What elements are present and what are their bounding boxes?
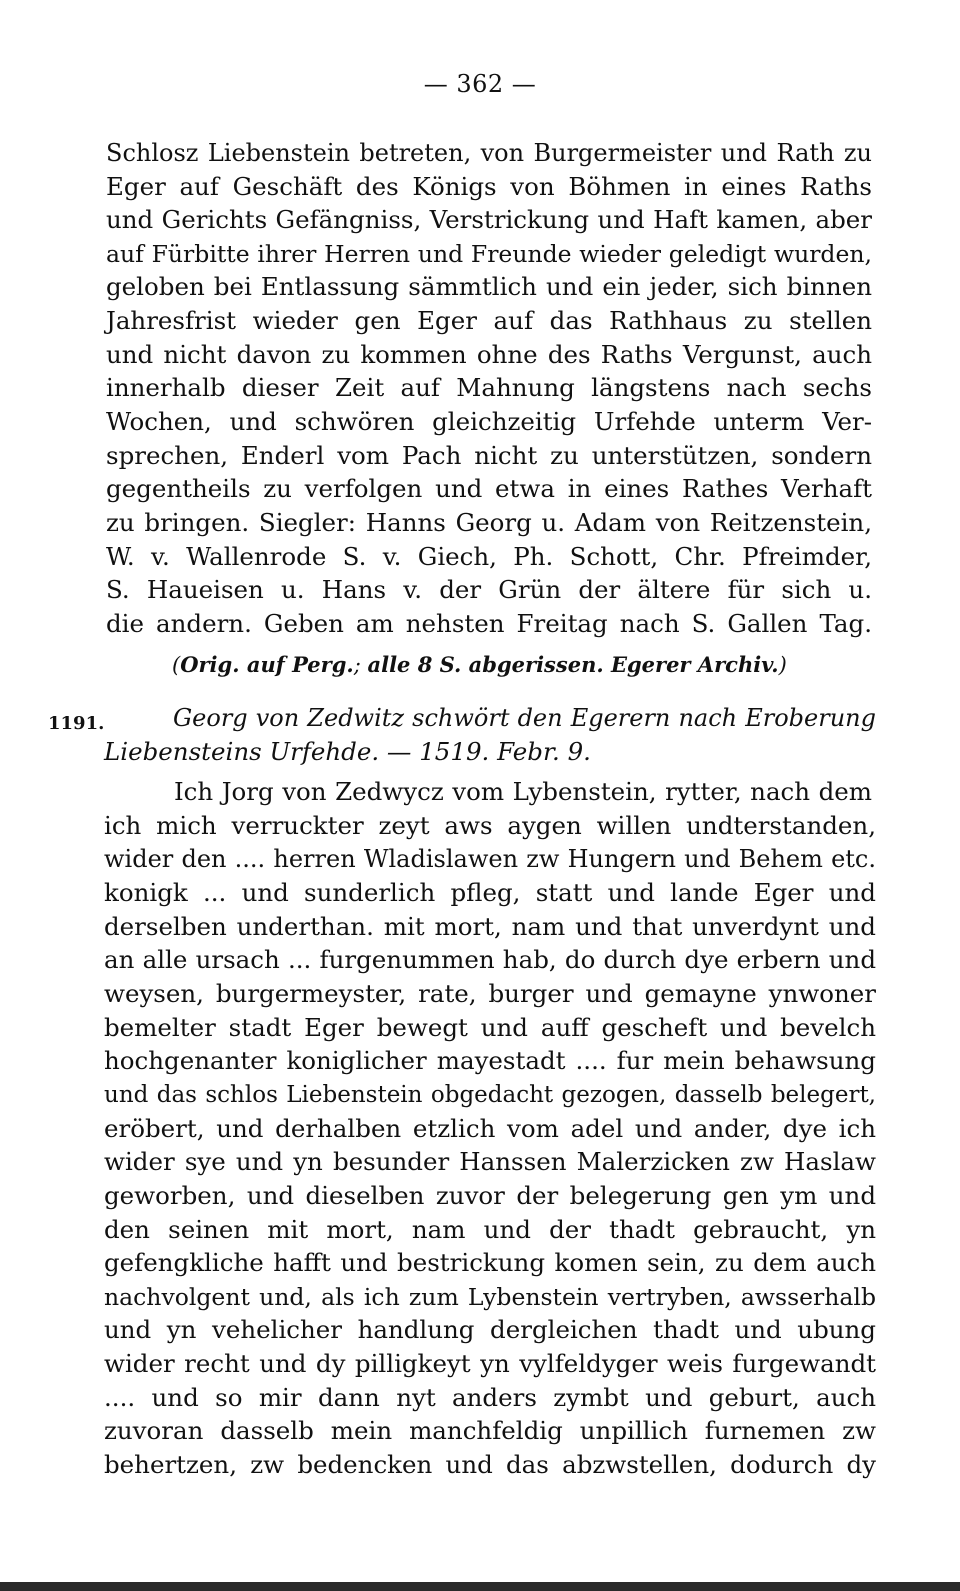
- text-line: gefengkliche hafft und bestrickung komen sein, zu dem auch: [104, 1248, 876, 1277]
- source-note: [172, 652, 787, 677]
- text-line: W. v. Wallenrode S. v. Giech, Ph. Schott, Chr. Pfreimder,: [106, 542, 872, 571]
- text-line: wider sye und yn besunder Hanssen Malerzicken zw Haslaw: [104, 1147, 876, 1176]
- entry-heading-line: Georg von Zedwitz schwört den Egerern nach Eroberung: [173, 704, 876, 732]
- text-line: zuvoran dasselb mein manchfeldig unpillich furnemen zw: [104, 1416, 876, 1445]
- text-line: konigk ... und sunderlich pfleg, statt und lande Eger und: [104, 878, 876, 907]
- text-line: weysen, burgermeyster, rate, burger und gemayne ynwoner: [104, 979, 876, 1008]
- text-line: Jahresfrist wieder gen Eger auf das Rathhaus zu stellen: [106, 306, 872, 335]
- text-line: wider recht und dy pilligkeyt yn vylfeldyger weis furgewandt: [104, 1349, 876, 1378]
- text-line: eröbert, und derhalben etzlich vom adel und ander, dye ich: [104, 1114, 876, 1143]
- text-line: behertzen, zw bedencken und das abzwstellen, dodurch dy: [104, 1450, 876, 1479]
- text-line: sprechen, Enderl vom Pach nicht zu unterstützen, sondern: [106, 441, 872, 470]
- text-line: ich mich verruckter zeyt aws aygen willen undterstanden,: [104, 811, 876, 840]
- text-line: gegentheils zu verfolgen und etwa in eines Rathes Verhaft: [106, 474, 872, 503]
- source-note-close: ): [778, 653, 787, 677]
- text-line: die andern. Geben am nehsten Freitag nach S. Gallen Tag.: [106, 609, 872, 638]
- text-line: innerhalb dieser Zeit auf Mahnung längstens nach sechs: [106, 373, 872, 402]
- text-line: und nicht davon zu kommen ohne des Raths Vergunst, auch: [106, 340, 872, 369]
- text-line: an alle ursach ... furgenummen hab, do durch dye erbern und: [104, 945, 876, 974]
- text-line: S. Haueisen u. Hans v. der Grün der ältere für sich u.: [106, 575, 872, 604]
- text-line: auf Fürbitte ihrer Herren und Freunde wieder geledigt wurden,: [106, 240, 872, 268]
- text-line: hochgenanter koniglicher mayestadt .... fur mein behawsung: [104, 1046, 876, 1075]
- text-line: und yn vehelicher handlung dergleichen thadt und ubung: [104, 1315, 876, 1344]
- page-number: — 362 —: [423, 70, 537, 98]
- text-line: den seinen mit mort, nam und der thadt gebraucht, yn: [104, 1215, 876, 1244]
- text-line: und das schlos Liebenstein obgedacht gezogen, dasselb belegert,: [104, 1082, 876, 1108]
- text-line: zu bringen. Siegler: Hanns Georg u. Adam von Reitzenstein,: [106, 508, 872, 537]
- text-line: derselben underthan. mit mort, nam und that unverdynt und: [104, 912, 876, 941]
- text-line: geloben bei Entlassung sämmtlich und ein jeder, sich binnen: [106, 272, 872, 301]
- text-line: Schlosz Liebenstein betreten, von Burgermeister und Rath zu: [106, 139, 872, 167]
- text-line: nachvolgent und, als ich zum Lybenstein vertryben, awsserhalb: [104, 1283, 876, 1311]
- entry-number: 1191.: [48, 713, 105, 734]
- source-note-orig: Orig. auf Perg.: [180, 652, 354, 677]
- text-line: Eger auf Geschäft des Königs von Böhmen in eines Raths: [106, 172, 872, 201]
- text-line: Wochen, und schwören gleichzeitig Urfehde unterm Ver-: [106, 407, 872, 436]
- text-line: und Gerichts Gefängniss, Verstrickung und Haft kamen, aber: [106, 205, 872, 234]
- entry-heading-line: Liebensteins Urfehde. — 1519. Febr. 9.: [104, 737, 591, 766]
- text-line: .... und so mir dann nyt anders zymbt und geburt, auch: [104, 1383, 876, 1412]
- text-line: geworben, und dieselben zuvor der belegerung gen ym und: [104, 1181, 876, 1210]
- text-line: Ich Jorg von Zedwycz vom Lybenstein, rytter, nach dem: [174, 777, 872, 806]
- scan-edge-bar: [0, 1582, 960, 1591]
- text-line: bemelter stadt Eger bewegt und auff gescheft und bevelch: [104, 1013, 876, 1042]
- source-note-open: (: [172, 653, 181, 677]
- text-line: wider den .... herren Wladislawen zw Hungern und Behem etc.: [104, 845, 876, 873]
- source-note-sep: ;: [353, 653, 368, 677]
- source-note-rest: alle 8 S. abgerissen. Egerer Archiv.: [367, 652, 779, 677]
